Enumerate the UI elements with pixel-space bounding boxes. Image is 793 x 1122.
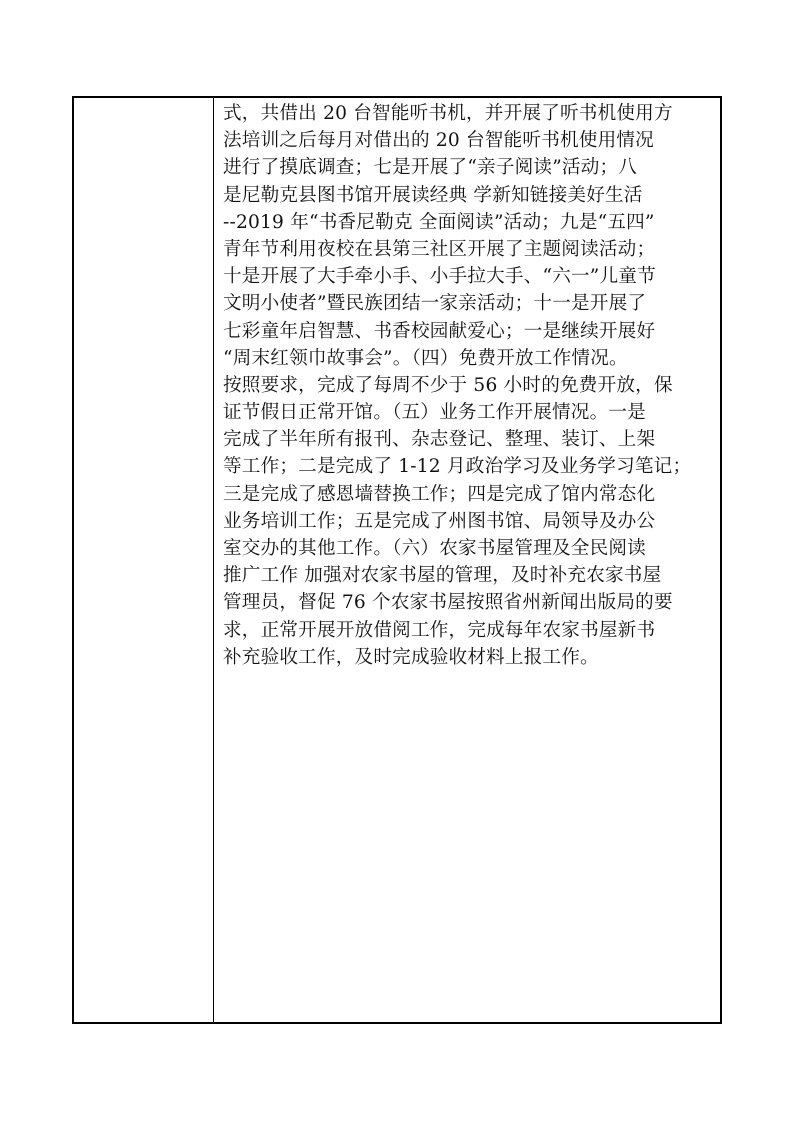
content-line: 进行了摸底调查；七是开展了“亲子阅读”活动；八	[223, 157, 638, 179]
content-line: 按照要求，完成了每周不少于 56 小时的免费开放，保	[223, 374, 673, 396]
content-line: 是尼勒克县图书馆开展读经典 学新知链接美好生活	[223, 184, 643, 206]
content-line: 业务培训工作；五是完成了州图书馆、局领导及办公	[223, 510, 656, 532]
content-line: 法培训之后每月对借出的 20 台智能听书机使用情况	[223, 130, 654, 152]
content-line: 文明小使者”暨民族团结一家亲活动；十一是开展了	[223, 293, 647, 315]
content-line: 青年节利用夜校在县第三社区开展了主题阅读活动；	[223, 238, 656, 260]
content-line: 十是开展了大手牵小手、小手拉大手、“六一”儿童节	[223, 266, 656, 288]
content-line: 管理员，督促 76 个农家书屋按照省州新闻出版局的要	[223, 592, 673, 614]
content-line: 补充验收工作，及时完成验收材料上报工作。	[223, 646, 599, 668]
content-line: 室交办的其他工作。（六）农家书屋管理及全民阅读	[223, 538, 646, 559]
document-table	[72, 96, 722, 1024]
content-line: 等工作；二是完成了 1-12 月政治学习及业务学习笔记；	[223, 456, 692, 478]
content-line: 式，共借出 20 台智能听书机，并开展了听书机使用方	[223, 103, 673, 124]
content-line: 证节假日正常开馆。（五）业务工作开展情况。一是	[223, 402, 646, 424]
content-line: --2019 年“书香尼勒克 全面阅读”活动；九是“五四”	[223, 211, 655, 233]
table-label-cell	[74, 98, 213, 1022]
table-content-cell	[223, 100, 717, 671]
content-line: 完成了半年所有报刊、杂志登记、整理、装订、上架	[223, 429, 656, 451]
content-line: 求，正常开展开放借阅工作，完成每年农家书屋新书	[223, 619, 656, 641]
content-line: 七彩童年启智慧、书香校园献爱心；一是继续开展好	[223, 320, 656, 342]
content-line: “周末红领巾故事会”。（四）免费开放工作情况。	[223, 347, 628, 369]
column-divider	[213, 98, 214, 1022]
content-line: 推广工作 加强对农家书屋的管理，及时补充农家书屋	[223, 565, 662, 587]
content-line: 三是完成了感恩墙替换工作；四是完成了馆内常态化	[223, 483, 656, 505]
